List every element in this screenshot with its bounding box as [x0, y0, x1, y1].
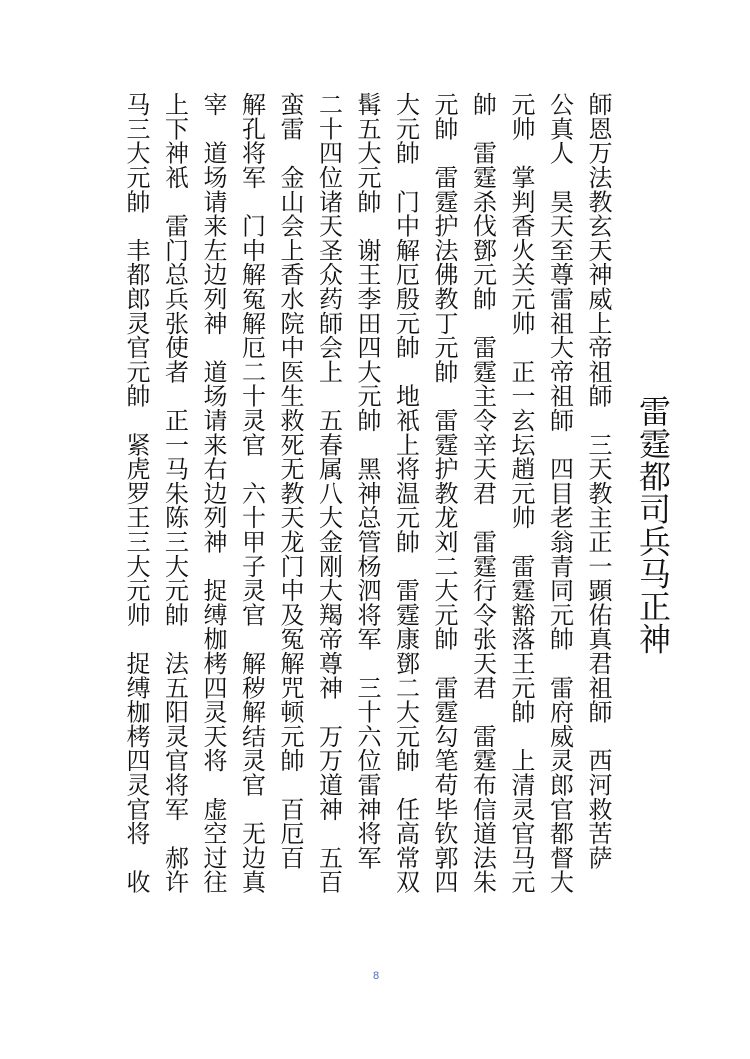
text-column: 髯五大元帥 谢王李田四大元帥 黑神总管杨泗将军 三十六位雷神将军 — [353, 92, 381, 870]
text-column: 師恩万法教玄天神威上帝祖師 三天教主正一顕佑真君祖師 西河救苦萨 — [584, 92, 612, 870]
vertical-text-body — [117, 92, 618, 982]
text-column: 元帥 雷霆护法佛教丁元帥 雷霆护教龙刘二大元帥 雷霆勾笔苟毕钦郭四 — [430, 92, 458, 894]
text-column: 元帅 掌判香火关元帅 正一玄坛趙元帅 雷霆豁落王元帥 上清灵官马元 — [507, 92, 535, 894]
page-title: 雷霆都司兵马正神 — [634, 395, 672, 655]
text-column: 大元帥 门中解厄殷元帥 地衹上将温元帥 雷霆康鄧二大元帥 任高常双 — [391, 92, 420, 894]
text-column: 解孔将军 门中解冤解厄二十灵官 六十甲子灵官 解秽解结灵官 无边真 — [237, 92, 266, 894]
text-column: 宰 道场请来左边列神 道场请来右边列神 捉缚枷栲四灵天将 虚空过往 — [199, 92, 227, 894]
text-column: 马三大元帥 丰都郎灵官元帥 紧虎罗王三大元帅 捉缚枷栲四灵官将 收 — [122, 92, 150, 894]
text-column: 公真人 昊天至尊雷祖大帝祖師 四目老翁青同元帥 雷府威灵郎官都督大 — [545, 92, 574, 894]
text-column: 二十四位诸天圣众药師会上 五春属八大金刚大羯帝尊神 万万道神 五百 — [314, 92, 343, 894]
text-column: 上下神衹 雷门总兵张使者 正一马朱陈三大元帥 法五阳灵官将军 郝许 — [160, 92, 189, 894]
page-number: 8 — [372, 970, 380, 982]
text-column: 帥 雷霆杀伐鄧元帥 雷霆主令辛天君 雷霆行令张天君 雷霆布信道法朱 — [468, 92, 497, 894]
text-column: 蛮雷 金山会上香水院中医生救死无教天龙门中及冤解咒顿元帥 百厄百 — [276, 92, 304, 870]
